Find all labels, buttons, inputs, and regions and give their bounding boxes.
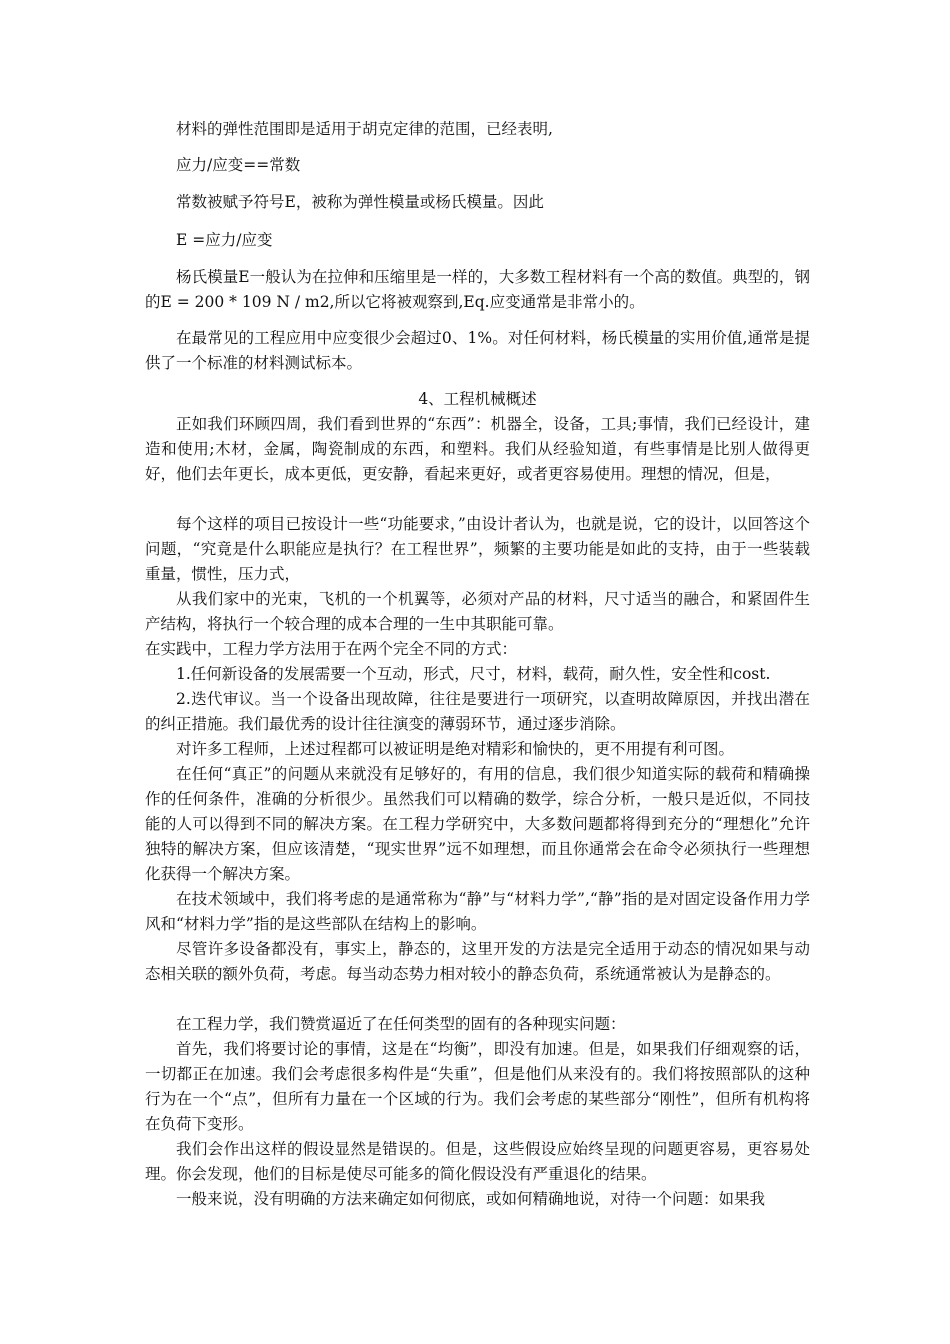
paragraph-body-11: 在工程力学，我们赞赏逼近了在任何类型的固有的各种现实问题：: [176, 1015, 626, 1033]
paragraph-e-formula: E =应力/应变: [176, 231, 273, 249]
paragraph-body-9: 在技术领域中，我们将考虑的是通常称为“静”与“材料力学”,“静”指的是对固定设备作用力学风和“材料力学”指的是这些部队在结构上的影响。: [145, 890, 810, 933]
section-title: 4、工程机械概述: [418, 390, 537, 408]
paragraph-list-item-1: 1.任何新设备的发展需要一个互动，形式，尺寸，材料，载荷，耐久性，安全性和cost.: [176, 665, 771, 683]
paragraph-elastic-range: 材料的弹性范围即是适用于胡克定律的范围，已经表明,: [176, 120, 553, 138]
paragraph-body-8: 在任何“真正”的问题从来就没有足够好的，有用的信息，我们很少知道实际的载荷和精确操作的任何条件，准确的分析很少。虽然我们可以精确的数学，综合分析，一般只是近似，不同技能的人可以得到不同的解决方案。在工程力学研究中，大多数问题都将得到充分的“理想化”允许独特的解决方案，但应该清楚，“现实世界”远不如理想，而且你通常会在命令必须执行一些理想化获得一个解决方案。: [145, 765, 810, 883]
paragraph-list-item-2: 2.迭代审议。当一个设备出现故障，往往是要进行一项研究，以查明故障原因，并找出潜在的纠正措施。我们最优秀的设计往往演变的薄弱环节，通过逐步消除。: [145, 690, 810, 733]
paragraph-body-3: 从我们家中的光束，飞机的一个机翼等，必须对产品的材料，尺寸适当的融合，和紧固件生产结构，将执行一个较合理的成本合理的一生中其职能可靠。: [145, 590, 810, 633]
paragraph-body-7: 对许多工程师，上述过程都可以被证明是绝对精彩和愉快的，更不用提有利可图。: [176, 740, 735, 758]
paragraph-body-14: 一般来说，没有明确的方法来确定如何彻底，或如何精确地说，对待一个问题：如果我: [176, 1190, 766, 1208]
paragraph-body-2: 每个这样的项目已按设计一些“功能要求，”由设计者认为，也就是说，它的设计，以回答这个问题，“究竟是什么职能应是执行？在工程世界”，频繁的主要功能是如此的支持，由于一些装载重量，惯性，压力式，: [145, 515, 810, 583]
paragraph-body-4: 在实践中，工程力学方法用于在两个完全不同的方式：: [145, 640, 518, 658]
paragraph-body-1: 正如我们环顾四周，我们看到世界的“东西”：机器全，设备，工具;事情，我们已经设计，建造和使用;木材，金属，陶瓷制成的东西，和塑料。我们从经验知道，有些事情是比别人做得更好，他们去年更长，成本更低，更安静，看起来更好，或者更容易使用。理想的情况，但是，: [145, 415, 810, 483]
paragraph-body-10: 尽管许多设备都没有，事实上，静态的，这里开发的方法是完全适用于动态的情况如果与动态相关联的额外负荷，考虑。每当动态势力相对较小的静态负荷，系统通常被认为是静态的。: [145, 940, 810, 983]
paragraph-young-modulus-tension: 杨氏模量E一般认为在拉伸和压缩里是一样的，大多数工程材料有一个高的数值。典型的，钢的E = 200 * 109 N / m2,所以它将被观察到,Eq.应变通常是非常小的。: [145, 268, 810, 311]
paragraph-body-13: 我们会作出这样的假设显然是错误的。但是，这些假设应始终呈现的问题更容易，更容易处理。你会发现，他们的目标是使尽可能多的简化假设没有严重退化的结果。: [145, 1140, 810, 1183]
paragraph-body-12: 首先，我们将要讨论的事情，这是在“均衡”，即没有加速。但是，如果我们仔细观察的话，一切都正在加速。我们会考虑很多构件是“失重”，但是他们从来没有的。我们将按照部队的这种行为在一个“点”，但所有力量在一个区域的行为。我们会考虑的某些部分“刚性”，但所有机构将在负荷下变形。: [145, 1040, 810, 1133]
paragraph-stress-strain-constant: 应力/应变==常数: [176, 156, 301, 174]
paragraph-strain-practical: 在最常见的工程应用中应变很少会超过0、1%。对任何材料，杨氏模量的实用价值,通常是提供了一个标准的材料测试标本。: [145, 329, 810, 372]
paragraph-young-modulus-symbol: 常数被赋予符号E，被称为弹性模量或杨氏模量。因此: [176, 193, 544, 211]
